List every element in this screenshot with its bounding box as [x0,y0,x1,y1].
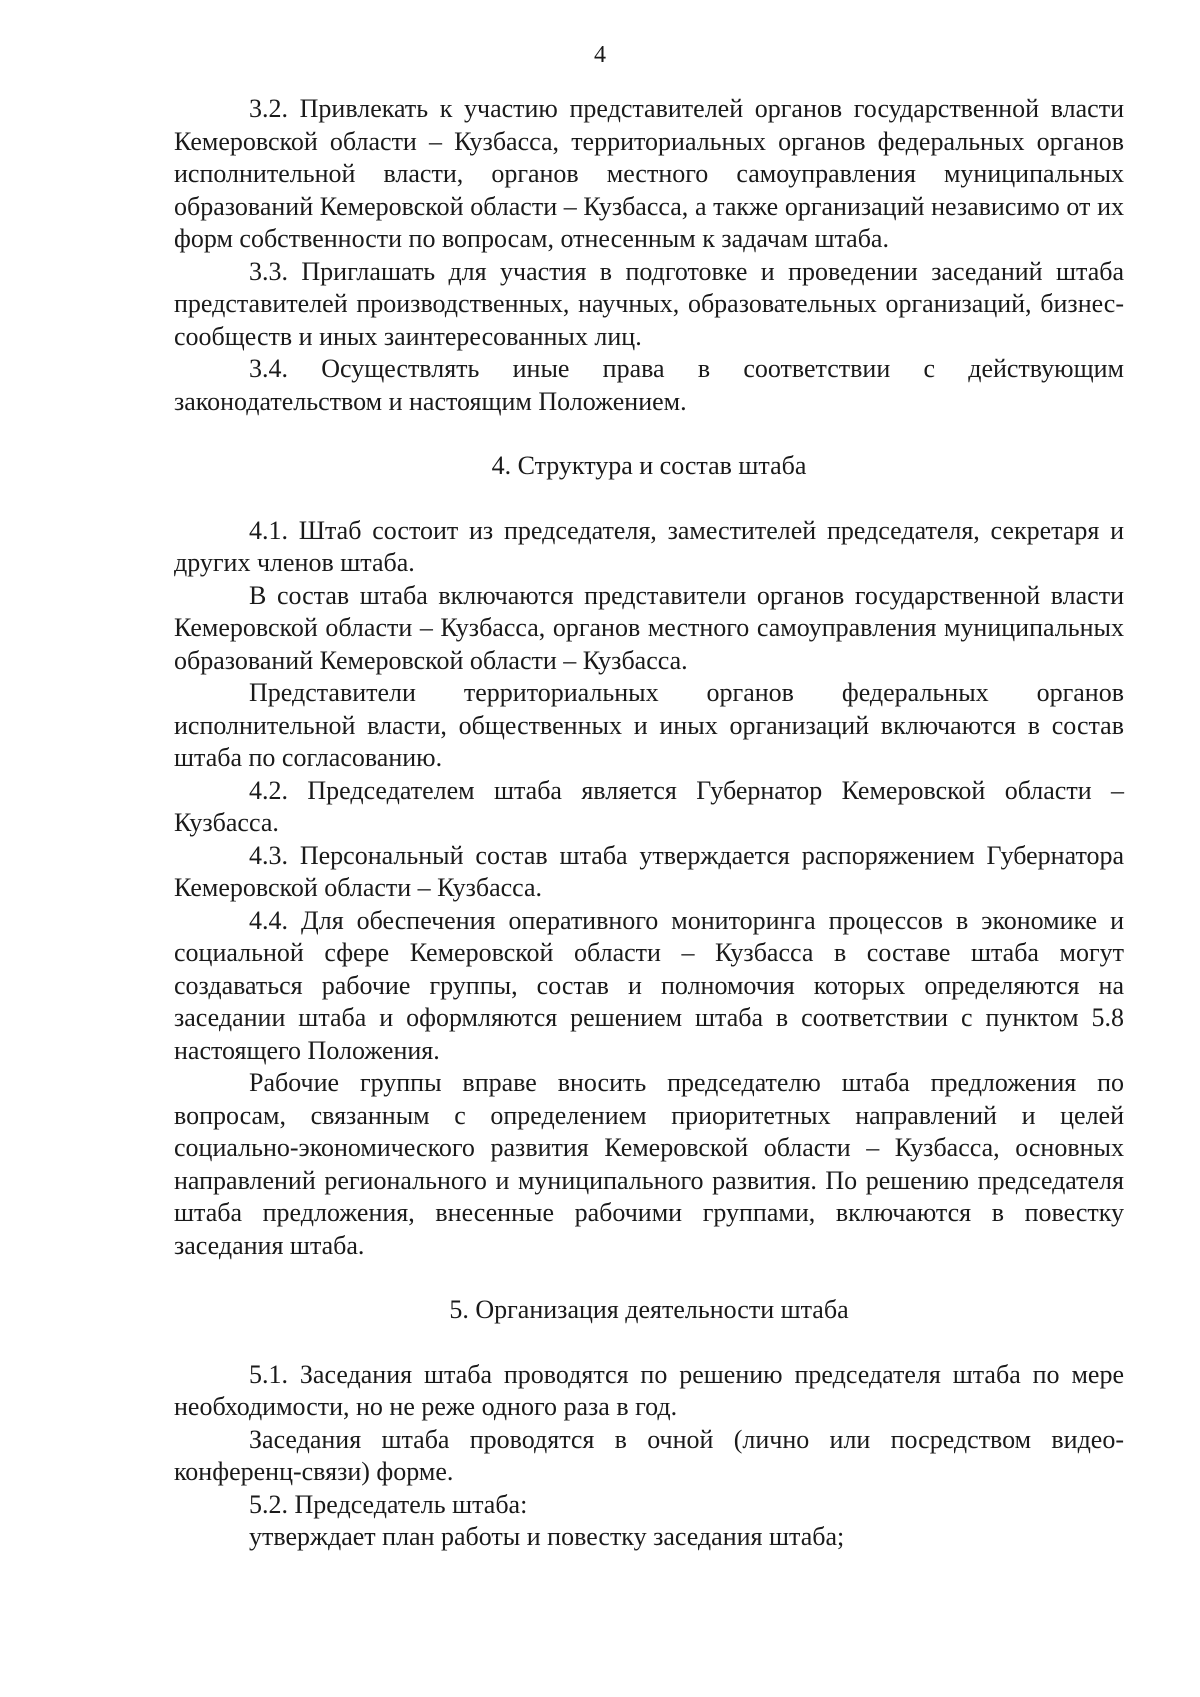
paragraph-5-1-format: Заседания штаба проводятся в очной (лично или посредством видео-конференц-связи) форме. [174,1424,1124,1486]
paragraph-4-1: 4.1. Штаб состоит из председателя, заместителей председателя, секретаря и других членов штаба. [174,515,1124,577]
paragraph-3-4: 3.4. Осуществлять иные права в соответствии с действующим законодательством и настоящим Положением. [174,354,1124,416]
paragraph-4-4: 4.4. Для обеспечения оперативного мониторинга процессов в экономике и социальной сфере Кемеровской области – Кузбасса в составе штаба могут создаваться рабочие группы, состав и полномочия которых определяются на заседании штаба и оформляются решением штаба в соответствии с пунктом 5.8 настоящего Положения. [174,905,1124,1065]
section-heading-4: 4. Структура и состав штаба [491,451,807,480]
paragraph-4-2: 4.2. Председателем штаба является Губернатор Кемеровской области – Кузбасса. [174,775,1124,837]
document-body [174,93,1124,1554]
page-number: 4 [594,42,606,68]
section-heading-5: 5. Организация деятельности штаба [449,1295,849,1324]
paragraph-5-2-item: утверждает план работы и повестку заседания штаба; [249,1522,845,1551]
paragraph-5-1: 5.1. Заседания штаба проводятся по решению председателя штаба по мере необходимости, но не реже одного раза в год. [174,1359,1124,1421]
paragraph-4-3: 4.3. Персональный состав штаба утверждается распоряжением Губернатора Кемеровской области – Кузбасса. [174,840,1124,902]
paragraph-3-3: 3.3. Приглашать для участия в подготовке и проведении заседаний штаба представителей производственных, научных, образовательных организаций, бизнес-сообществ и иных заинтересованных лиц. [174,256,1124,351]
paragraph-4-1-representatives: Представители территориальных органов федеральных органов исполнительной власти, общественных и иных организаций включаются в состав штаба по согласованию. [174,678,1124,772]
paragraph-5-2: 5.2. Председатель штаба: [249,1489,528,1519]
paragraph-4-4-working-groups: Рабочие группы вправе вносить председателю штаба предложения по вопросам, связанным с определением приоритетных направлений и целей социально-экономического развития Кемеровской области – Кузбасса, основных направлений регионального и муниципального развития. По решению председателя штаба предложения, внесенные рабочими группами, включаются в повестку заседания штаба. [174,1068,1124,1260]
paragraph-4-1-composition: В состав штаба включаются представители органов государственной власти Кемеровской области – Кузбасса, органов местного самоуправления муниципальных образований Кемеровской области – Кузбасса. [174,580,1124,675]
paragraph-3-2: 3.2. Привлекать к участию представителей органов государственной власти Кемеровской области – Кузбасса, территориальных органов федеральных органов исполнительной власти, органов местного самоуправления муниципальных образований Кемеровской области – Кузбасса, а также организаций независимо от их форм собственности по вопросам, отнесенным к задачам штаба. [174,94,1124,253]
